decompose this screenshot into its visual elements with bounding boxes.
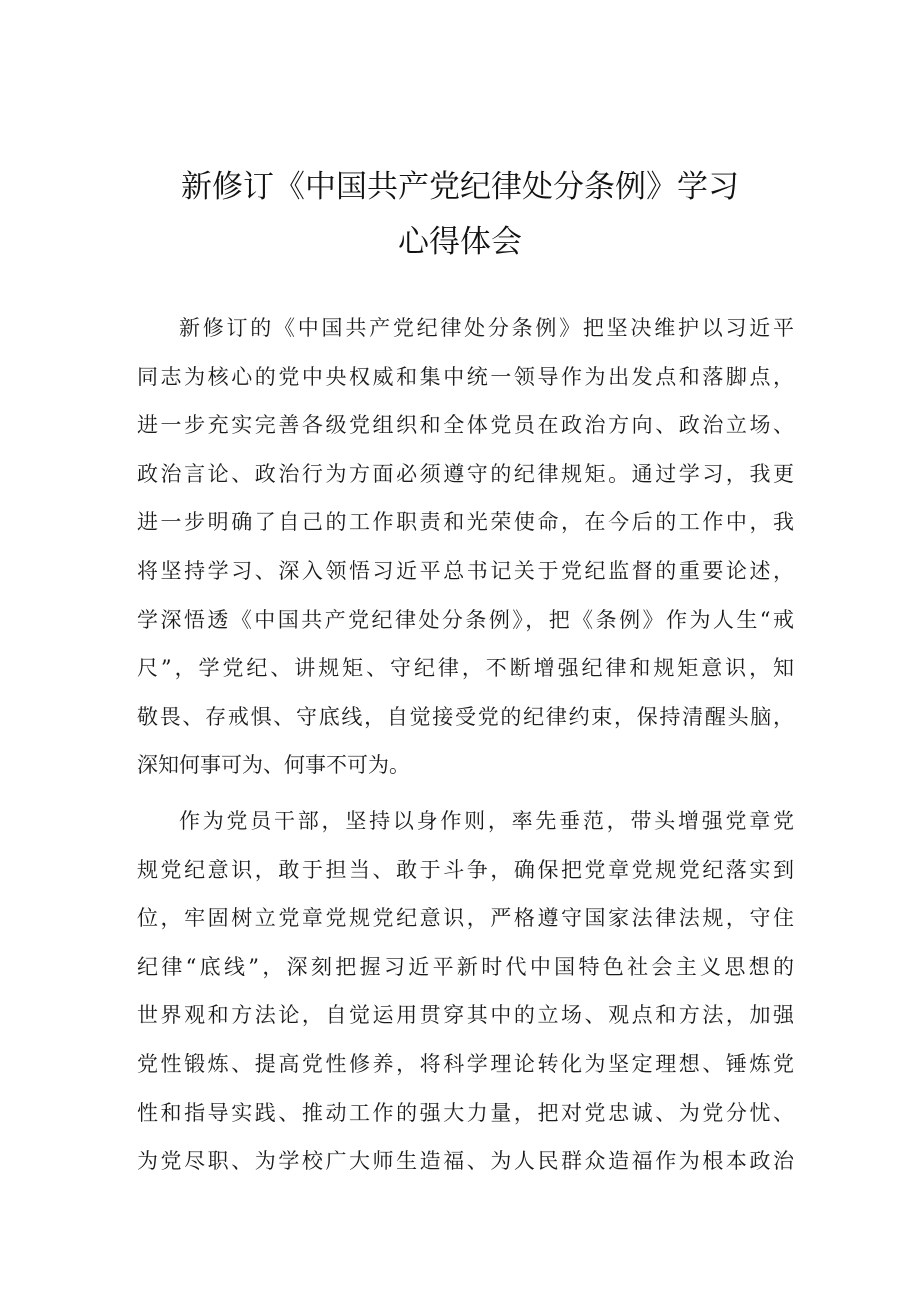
paragraph-line: 将坚持学习、深入领悟习近平总书记关于党纪监督的重要论述， [137,558,794,583]
paragraph-line: 党性锻炼、提高党性修养，将科学理论转化为坚定理想、锤炼党 [137,1051,794,1076]
paragraph-line: 进一步充实完善各级党组织和全体党员在政治方向、政治立场、 [137,413,794,438]
paragraph-line: 世界观和方法论，自觉运用贯穿其中的立场、观点和方法，加强 [137,1003,794,1028]
document-title [0,160,920,270]
document-body [137,304,794,1193]
paragraph-line: 作为党员干部，坚持以身作则，率先垂范，带头增强党章党 [179,808,794,833]
title-line-1: 新修订《中国共产党纪律处分条例》学习 [181,169,739,205]
paragraph-2 [137,797,794,1186]
paragraph-line: 进一步明确了自己的工作职责和光荣使命，在今后的工作中，我 [137,510,794,535]
paragraph-line: 纪律“底线”，深刻把握习近平新时代中国特色社会主义思想的 [137,954,794,979]
paragraph-line: 同志为核心的党中央权威和集中统一领导作为出发点和落脚点， [137,364,794,389]
paragraph-1 [137,304,794,790]
paragraph-line: 位，牢固树立党章党规党纪意识，严格遵守国家法律法规，守住 [137,906,794,931]
title-line-2: 心得体会 [398,224,522,260]
paragraph-line: 新修订的《中国共产党纪律处分条例》把坚决维护以习近平 [179,316,794,340]
paragraph-line: 政治言论、政治行为方面必须遵守的纪律规矩。通过学习，我更 [137,461,794,486]
paragraph-line: 学深悟透《中国共产党纪律处分条例》，把《条例》作为人生“戒 [137,607,794,632]
paragraph-line: 深知何事可为、何事不可为。 [137,753,410,778]
paragraph-line: 性和指导实践、推动工作的强大力量，把对党忠诚、为党分忧、 [137,1100,794,1125]
paragraph-line: 规党纪意识，敢于担当、敢于斗争，确保把党章党规党纪落实到 [137,857,794,882]
paragraph-line: 敬畏、存戒惧、守底线，自觉接受党的纪律约束，保持清醒头脑， [137,704,794,729]
paragraph-line: 尺”，学党纪、讲规矩、守纪律，不断增强纪律和规矩意识，知 [137,656,794,681]
paragraph-line: 为党尽职、为学校广大师生造福、为人民群众造福作为根本政治 [137,1149,794,1174]
